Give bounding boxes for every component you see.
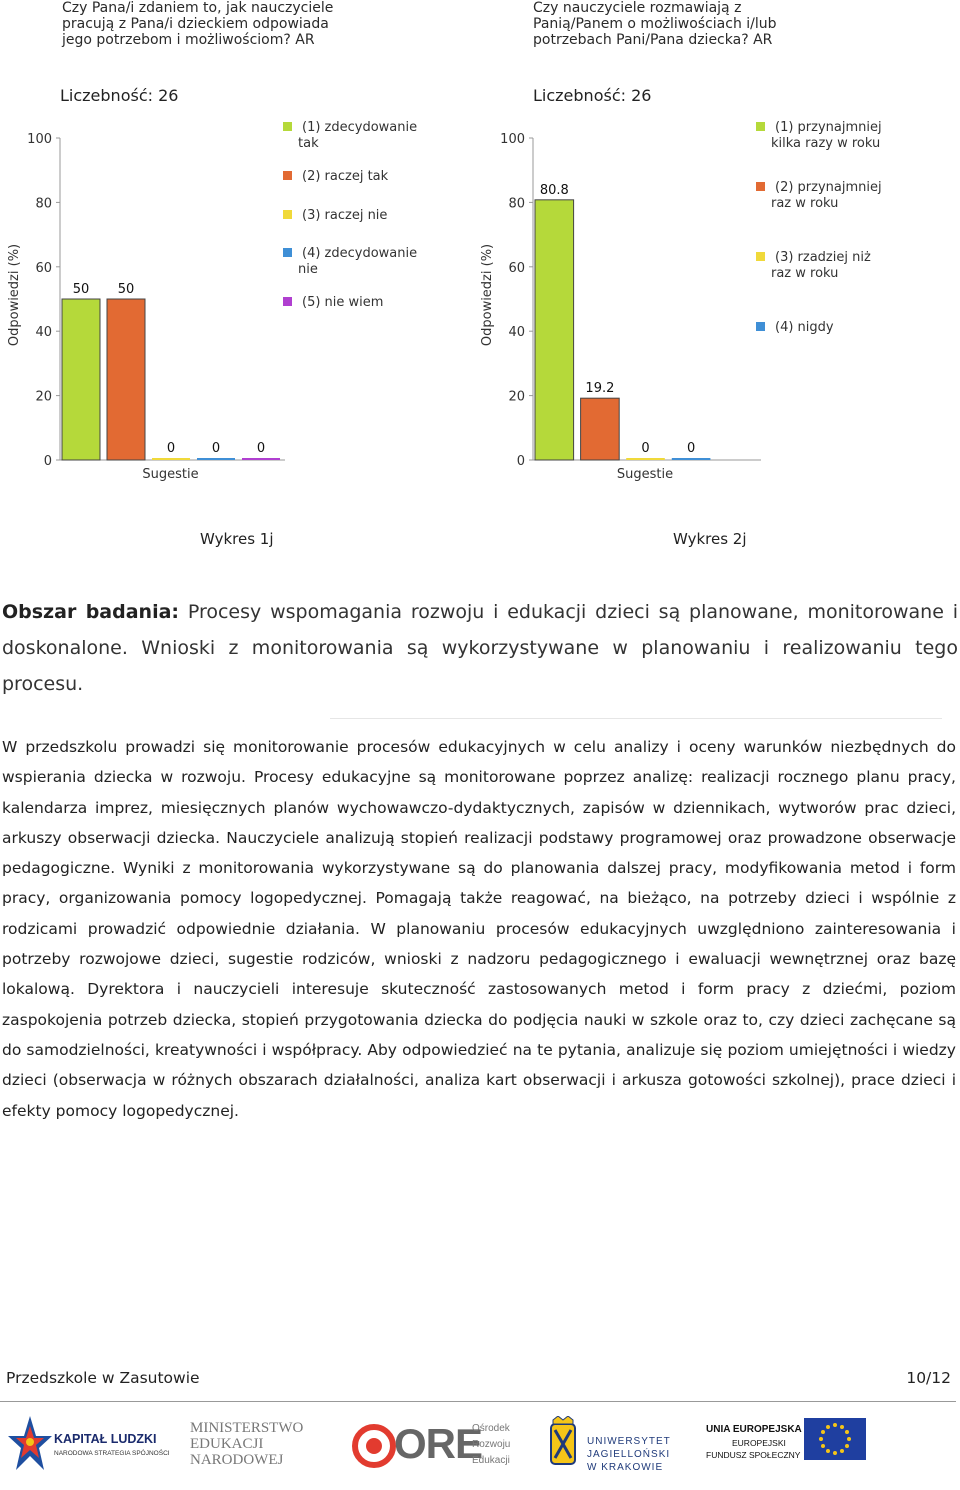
legend-label: (3) raczej nie (302, 208, 388, 223)
chart-count: Liczebność: 26 (533, 86, 652, 105)
footer-page-number: 10/12 (906, 1369, 951, 1387)
y-tick-label: 80 (35, 196, 52, 212)
legend-label: (1) zdecydowanie (302, 120, 418, 135)
eu-flag-icon (804, 1418, 866, 1460)
legend-swatch (283, 248, 292, 257)
chart-caption-2: Wykres 2j (673, 530, 747, 548)
eu-line-1: UNIA EUROPEJSKA (706, 1424, 802, 1435)
bar-value-label: 50 (117, 282, 135, 297)
legend-label: tak (298, 136, 319, 151)
chart-caption-1: Wykres 1j (200, 530, 274, 548)
legend-swatch (756, 182, 765, 191)
men-line-3: NARODOWEJ (190, 1452, 284, 1468)
legend-label: (5) nie wiem (302, 295, 384, 310)
y-tick-label: 40 (508, 325, 525, 341)
ore-line-3: Edukacji (472, 1455, 510, 1466)
sponsor-logos (0, 1410, 960, 1488)
footer-school-name: Przedszkole w Zasutowie (6, 1369, 200, 1387)
uj-logo (545, 1410, 685, 1480)
x-axis-label: Sugestie (142, 467, 199, 482)
ore-circle-icon (352, 1424, 396, 1468)
y-tick-label: 40 (35, 325, 52, 341)
bar (535, 200, 574, 460)
bar (107, 299, 145, 460)
eu-logo (702, 1410, 872, 1480)
legend-label: (2) raczej tak (302, 169, 389, 184)
legend-label: (4) zdecydowanie (302, 246, 418, 261)
legend-label: nie (298, 262, 318, 277)
kapital-ludzki-logo (8, 1410, 178, 1480)
y-axis-label: Odpowiedzi (%) (480, 243, 495, 347)
bar (242, 458, 280, 460)
kapital-ludzki-title: KAPITAŁ LUDZKI (54, 1432, 157, 1446)
y-tick-label: 0 (516, 454, 525, 469)
bar-value-label: 19.2 (585, 381, 615, 397)
body-paragraph: W przedszkolu prowadzi się monitorowanie procesów edukacyjnych w celu analizy i oceny warunków niezbędnych do wspierania dziecka w rozwoju. Procesy edukacyjne są monitorowane poprzez analizę: realizacji rocznego planu pracy, kalendarza imprez, miesięcznych planów wychowawczo-dydaktycznych, zapisów w dziennikach, wytworów prac dzieci, arkuszy obserwacji dziecka. Nauczyciele analizują stopień realizacji podstawy programowej oraz prowadzone obserwacje pedagogiczne. Wyniki z monitorowania wykorzystywane są do planowania dalszej pracy, modyfikowania metod i form pracy, organizowania pomocy logopedycznej. Pomagają także reagować, na bieżąco, na potrzeby dzieci i wspólnie z rodzicami prowadzić odpowiednie działania. W planowaniu procesów edukacyjnych uwzględniono zainteresowania i potrzeby rozwojowe dzieci, sugestie rodziców, wnioski z nadzoru pedagogicznego i ewaluacji wewnętrznej oraz bazę lokalową. Dyrektora i nauczycieli interesuje skuteczność zastosowanych metod i form pracy z dziećmi, poziom zaspokojenia potrzeb dziecka, stopień przygotowania dziecka do podjęcia nauki w szkole oraz to, czy dzieci zachęcane są do samodzielności, kreatywności i współpracy. Aby odpowiedzieć na te pytania, analizuje się poziom umiejętności i wiedzy dzieci (obserwacja w różnych obszarach działalności, analiza kart obserwacji i arkusza gotowości szkolnej), prace dzieci i efekty pomocy logopedycznej. (2, 738, 956, 1120)
men-line-1: MINISTERSTWO (190, 1420, 304, 1436)
legend-label: (3) rzadziej niż (775, 250, 871, 265)
chart-2-plot (473, 0, 943, 490)
legend-swatch (283, 122, 292, 131)
bar (62, 299, 100, 460)
legend-swatch (756, 122, 765, 131)
men-line-2: EDUKACJI (190, 1436, 264, 1452)
ore-line-2: Rozwoju (472, 1439, 511, 1450)
legend-label: raz w roku (771, 266, 839, 281)
ore-mark: ORE (394, 1420, 483, 1467)
uj-line-2: JAGIELLOŃSKI (587, 1449, 671, 1460)
chart-title: Czy nauczyciele rozmawiają z Panią/Panem o możliwościach i/lub potrzebach Pani/Pana dziecka? AR (533, 0, 777, 48)
y-axis-label: Odpowiedzi (%) (7, 243, 22, 347)
bar (197, 458, 235, 460)
legend-swatch (756, 322, 765, 331)
legend-label: (4) nigdy (775, 320, 834, 335)
chart-count: Liczebność: 26 (60, 86, 179, 105)
ore-line-1: Ośrodek (472, 1423, 510, 1434)
bar-value-label: 80.8 (539, 182, 569, 198)
chart-1 (0, 0, 470, 480)
y-tick-label: 100 (27, 132, 52, 147)
uj-line-3: W KRAKOWIE (587, 1462, 664, 1473)
y-tick-label: 100 (500, 132, 525, 147)
bar (152, 458, 190, 460)
x-axis-label: Sugestie (616, 467, 674, 482)
uj-line-1: UNIWERSYTET (587, 1436, 671, 1447)
men-logo (190, 1410, 320, 1480)
legend-swatch (756, 252, 765, 261)
section-text: Procesy wspomagania rozwoju i edukacji dzieci są planowane, monitorowane i doskonalone. Wnioski z monitorowania są wykorzystywane w planowaniu i realizowaniu tego procesu. (2, 601, 959, 695)
bar-value-label: 0 (166, 441, 176, 456)
legend-swatch (283, 297, 292, 306)
kapital-ludzki-subtitle: NARODOWA STRATEGIA SPÓJNOŚCI (54, 1450, 170, 1457)
eu-line-3: FUNDUSZ SPOŁECZNY (706, 1450, 801, 1460)
divider (330, 718, 942, 719)
section-heading (2, 594, 958, 702)
kapital-ludzki-star-icon (8, 1414, 52, 1474)
y-tick-label: 20 (35, 389, 52, 405)
y-tick-label: 20 (508, 389, 525, 405)
uj-crest-icon (545, 1416, 581, 1478)
bar-value-label: 50 (72, 282, 90, 297)
bar (626, 458, 665, 460)
y-tick-label: 60 (35, 260, 52, 276)
legend-label: (1) przynajmniej (775, 120, 882, 135)
ore-logo (350, 1410, 530, 1480)
bar (672, 458, 711, 460)
chart-2 (473, 0, 943, 480)
y-tick-label: 60 (508, 260, 525, 276)
chart-1-plot (0, 0, 470, 490)
section-label: Obszar badania: (2, 601, 180, 623)
footer-divider (0, 1401, 956, 1402)
y-tick-label: 0 (43, 454, 52, 469)
legend-label: (2) przynajmniej (775, 180, 882, 195)
legend-swatch (283, 171, 292, 180)
legend-label: kilka razy w roku (771, 136, 881, 151)
bar-value-label: 0 (641, 441, 650, 456)
eu-line-2: EUROPEJSKI (732, 1438, 786, 1448)
y-tick-label: 80 (508, 196, 525, 212)
chart-title: Czy Pana/i zdaniem to, jak nauczyciele pracują z Pana/i dzieckiem odpowiada jego potrzebom i możliwościom? AR (62, 0, 334, 48)
bar-value-label: 0 (686, 441, 696, 456)
bar-value-label: 0 (256, 441, 266, 456)
bar-value-label: 0 (211, 441, 221, 456)
bar (581, 398, 620, 460)
legend-swatch (283, 210, 292, 219)
legend-label: raz w roku (771, 196, 839, 211)
